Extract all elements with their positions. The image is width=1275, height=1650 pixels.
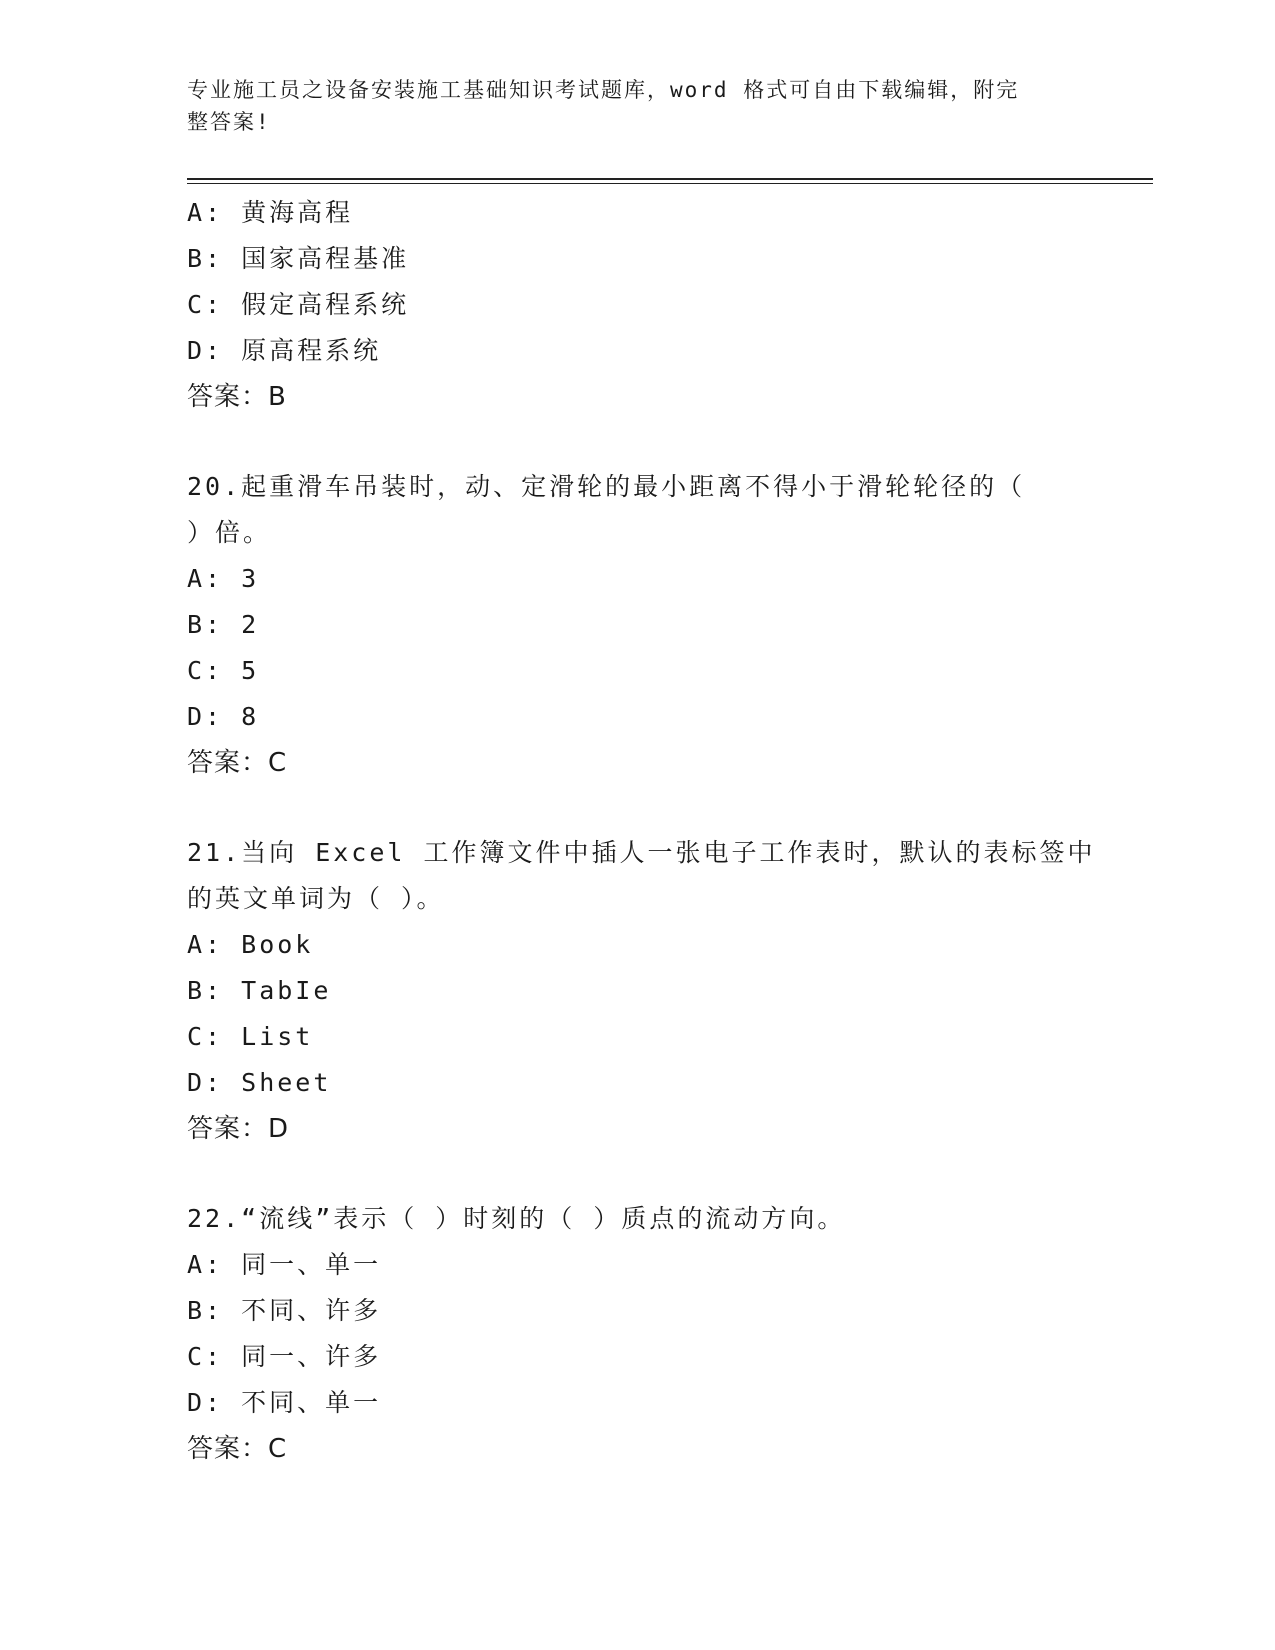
header-line-1: 专业施工员之设备安装施工基础知识考试题库，word 格式可自由下载编辑，附完 — [187, 78, 1020, 102]
answer: 答案：C — [187, 1434, 288, 1464]
question-text-line-1: 20.起重滑车吊装时，动、定滑轮的最小距离不得小于滑轮轮径的（ — [187, 472, 1026, 501]
header-line-2: 整答案! — [187, 110, 271, 134]
spacer — [187, 786, 1127, 830]
option-b: B: 国家高程基准 — [187, 244, 410, 273]
answer: 答案：C — [187, 748, 288, 778]
option-c: C: 同一、许多 — [187, 1342, 382, 1371]
question-19 — [187, 190, 1127, 420]
option-a: A: 黄海高程 — [187, 198, 354, 227]
option-d: D: 不同、单一 — [187, 1388, 382, 1417]
question-text-line-1: 22.“流线”表示（ ）时刻的（ ）质点的流动方向。 — [187, 1204, 846, 1233]
question-22 — [187, 1196, 1127, 1472]
document-header — [187, 74, 1087, 138]
answer: 答案：B — [187, 382, 287, 412]
question-21 — [187, 830, 1127, 1152]
option-a: A: Book — [187, 930, 314, 959]
option-b: B: 不同、许多 — [187, 1296, 382, 1325]
option-c: C: 5 — [187, 656, 260, 685]
option-a: A: 3 — [187, 564, 260, 593]
option-d: D: Sheet — [187, 1068, 332, 1097]
option-d: D: 原高程系统 — [187, 336, 382, 365]
option-a: A: 同一、单一 — [187, 1250, 382, 1279]
header-divider-thick — [187, 178, 1153, 180]
question-list — [187, 190, 1127, 1472]
question-text-line-2: 的英文单词为（ ）。 — [187, 884, 445, 913]
spacer — [187, 1152, 1127, 1196]
option-b: B: 2 — [187, 610, 260, 639]
option-c: C: 假定高程系统 — [187, 290, 410, 319]
option-d: D: 8 — [187, 702, 260, 731]
question-20 — [187, 464, 1127, 786]
answer: 答案：D — [187, 1114, 290, 1144]
question-text-line-1: 21.当向 Excel 工作簿文件中插人一张电子工作表时，默认的表标签中 — [187, 838, 1096, 867]
header-divider-thin — [187, 183, 1153, 184]
question-text-line-2: ）倍。 — [187, 518, 272, 547]
option-c: C: List — [187, 1022, 314, 1051]
option-b: B: TabIe — [187, 976, 332, 1005]
spacer — [187, 420, 1127, 464]
